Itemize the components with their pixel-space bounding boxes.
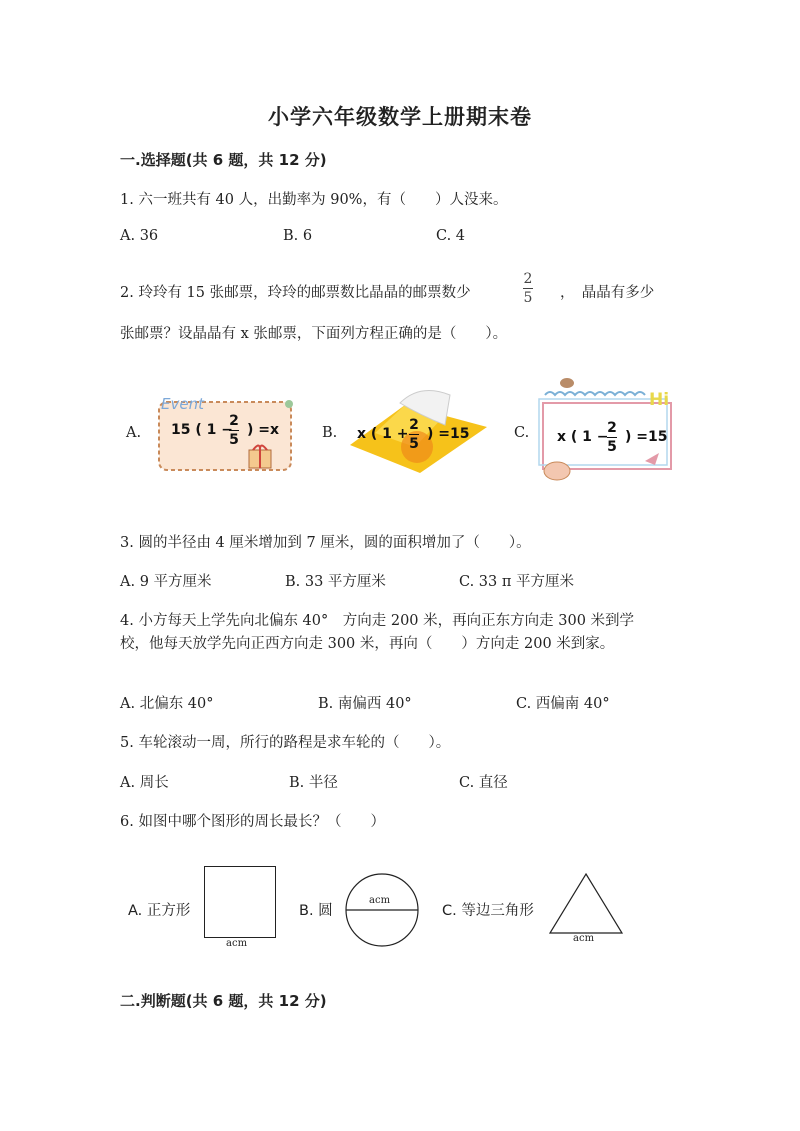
question-4-line1: 4. 小方每天上学先向北偏东 40° 方向走 200 米，再向正东方向走 300 米到学 [120,613,635,629]
page-title: 小学六年级数学上册期末卷 [268,104,532,129]
question-2-line1-end: ， 晶晶有多少 [560,285,655,301]
square-figure [204,866,276,938]
fraction-denominator: 5 [229,432,239,448]
q2-option-a-card[interactable] [153,392,298,480]
q2-option-c-card[interactable] [535,375,685,485]
circle-diameter-label: acm [369,895,391,906]
equation-c-fraction [607,421,617,454]
q2-option-b-label[interactable]: B. [322,425,338,441]
circle-figure [344,872,420,948]
q6-option-a-label[interactable]: A. 正方形 [128,903,191,919]
q6-option-c-label[interactable]: C. 等边三角形 [442,903,534,919]
q5-option-c[interactable]: C. 直径 [459,775,508,791]
q2-option-b-card[interactable] [345,385,490,480]
fraction-numerator: 2 [229,413,239,429]
question-6: 6. 如图中哪个图形的周长最长？（ ） [120,814,385,830]
question-3: 3. 圆的半径由 4 厘米增加到 7 厘米，圆的面积增加了（ ）。 [120,535,531,551]
q3-option-b[interactable]: B. 33 平方厘米 [285,574,386,590]
question-2-line2: 张邮票？设晶晶有 x 张邮票，下面列方程正确的是（ ）。 [120,326,508,342]
q2-option-c-label[interactable]: C. [514,425,530,441]
square-side-label: acm [226,938,248,949]
equation-a-fraction [229,414,239,447]
q4-option-c[interactable]: C. 西偏南 40° [516,696,610,712]
question-1: 1. 六一班共有 40 人，出勤率为 90%，有（ ）人没来。 [120,192,508,208]
hi-sticker-text: Hi [649,390,670,410]
q1-option-a[interactable]: A. 36 [120,228,159,244]
triangle-figure [548,872,624,936]
q3-option-a[interactable]: A. 9 平方厘米 [120,574,212,590]
q2-option-a-label[interactable]: A. [126,425,142,441]
section-heading-choice: 一.选择题(共 6 题，共 12 分) [120,151,327,169]
fraction-numerator: 2 [607,420,617,436]
triangle-side-label: acm [573,933,595,944]
q1-option-b[interactable]: B. 6 [283,228,313,244]
fraction-denominator: 5 [607,439,617,455]
equation-a-right: ) =x [247,422,280,438]
q3-option-c[interactable]: C. 33 π 平方厘米 [459,574,574,590]
q1-option-c[interactable]: C. 4 [436,228,466,244]
q5-option-b[interactable]: B. 半径 [289,775,338,791]
fraction-numerator: 2 [523,271,533,287]
equation-c-right: ) =15 [625,429,668,445]
q6-option-b-label[interactable]: B. 圆 [299,903,333,919]
fraction-numerator: 2 [409,417,419,433]
question-2-fraction [523,272,533,305]
event-sticker-text: Event [161,395,204,413]
equation-b-fraction [409,418,419,451]
question-4-line2: 校，他每天放学先向正西方向走 300 米，再向（ ）方向走 200 米到家。 [120,636,615,652]
equation-b-left: x ( 1 + [357,426,409,442]
section-heading-judgement: 二.判断题(共 6 题，共 12 分) [120,992,327,1010]
fraction-denominator: 5 [409,436,419,452]
equation-a-left: 15 ( 1 − [171,422,233,438]
question-2-line1: 2. 玲玲有 15 张邮票，玲玲的邮票数比晶晶的邮票数少 [120,285,471,301]
fraction-denominator: 5 [523,290,533,306]
question-5: 5. 车轮滚动一周，所行的路程是求车轮的（ ）。 [120,735,451,751]
equation-b-right: ) =15 [427,426,470,442]
q5-option-a[interactable]: A. 周长 [120,775,169,791]
q4-option-a[interactable]: A. 北偏东 40° [120,696,214,712]
q4-option-b[interactable]: B. 南偏西 40° [318,696,412,712]
equation-c-left: x ( 1 − [557,429,609,445]
